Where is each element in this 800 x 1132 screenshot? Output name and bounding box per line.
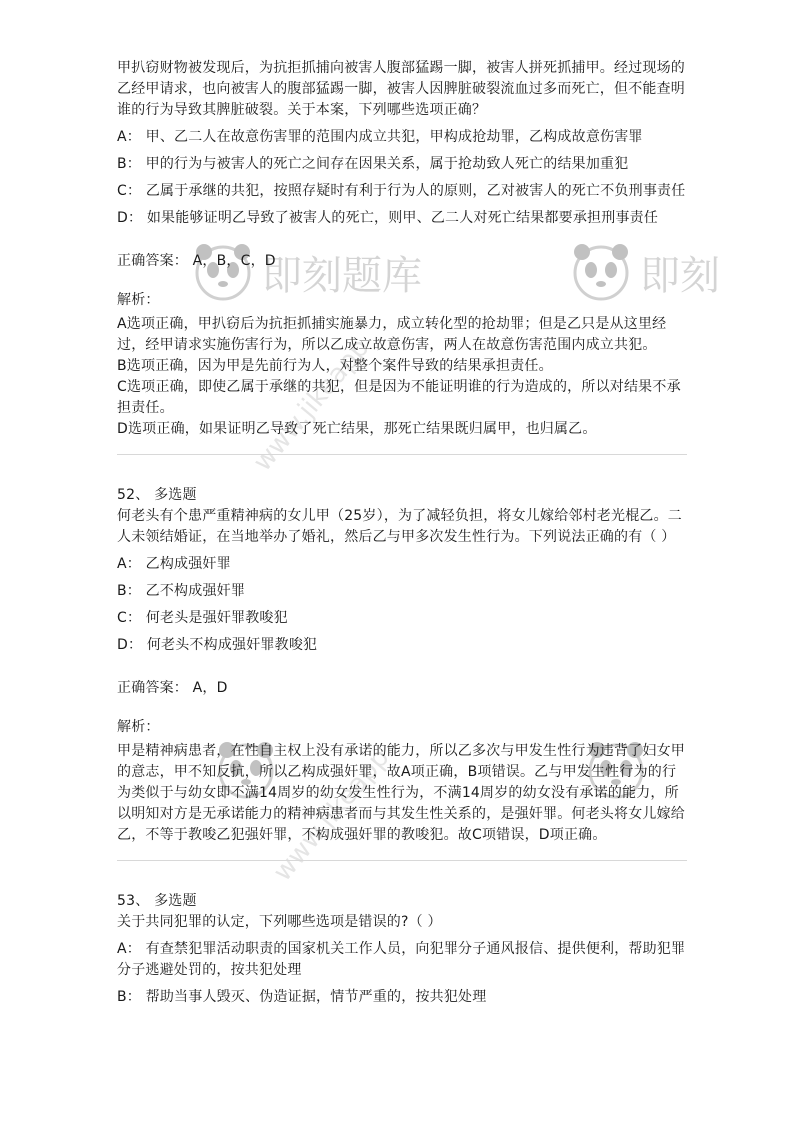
correct-answer: 正确答案： A，D bbox=[117, 680, 228, 696]
watermark-text-partial: 即刻 bbox=[640, 253, 720, 299]
watermark-url: www.jikeapp bbox=[247, 332, 376, 478]
question-53 bbox=[117, 891, 687, 1008]
option-a: A： 有查禁犯罪活动职责的国家机关工作人员，向犯罪分子通风报信、提供便利，帮助犯罪分子逃避处罚的，按共犯处理 bbox=[117, 941, 686, 978]
watermark-text: 即刻题库 bbox=[262, 253, 422, 299]
analysis-paragraph: A选项正确，甲扒窃后为抗拒抓捕实施暴力，成立转化型的抢劫罪；但是乙只是从这里经过，经甲请求实施伤害行为，所以乙成立故意伤害，两人在故意伤害范围内成立共犯。 bbox=[117, 316, 667, 353]
analysis-paragraph: D选项正确，如果证明乙导致了死亡结果，那死亡结果既归属甲，也归属乙。 bbox=[117, 421, 597, 437]
option-d: D： 何老头不构成强奸罪教唆犯 bbox=[117, 637, 318, 653]
analysis-block bbox=[117, 717, 687, 846]
analysis-paragraph: B选项正确，因为甲是先前行为人，对整个案件导致的结果承担责任。 bbox=[117, 358, 553, 374]
question-stem: 关于共同犯罪的认定，下列哪些选项是错误的?（ ） bbox=[117, 914, 442, 930]
analysis-title: 解析： bbox=[117, 719, 160, 735]
question-header: 52、 多选题 bbox=[117, 487, 197, 503]
question-52 bbox=[117, 485, 687, 846]
analysis-block bbox=[117, 290, 687, 440]
section-divider bbox=[117, 454, 687, 455]
option-d: D： 如果能够证明乙导致了被害人的死亡，则甲、乙二人对死亡结果都要承担刑事责任 bbox=[117, 210, 659, 226]
option-c: C： 何老头是强奸罪教唆犯 bbox=[117, 610, 288, 626]
section-divider bbox=[117, 860, 687, 861]
option-b: B： 乙不构成强奸罪 bbox=[117, 583, 246, 599]
document-page bbox=[117, 58, 687, 1014]
analysis-paragraph: C选项正确，即使乙属于承继的共犯，但是因为不能证明谁的行为造成的，所以对结果不承担责任。 bbox=[117, 379, 681, 416]
option-b: B： 帮助当事人毁灭、伪造证据，情节严重的，按共犯处理 bbox=[117, 989, 487, 1005]
question-51 bbox=[117, 58, 687, 440]
option-a: A： 甲、乙二人在故意伤害罪的范围内成立共犯，甲构成抢劫罪，乙构成故意伤害罪 bbox=[117, 129, 643, 145]
correct-answer: 正确答案： A，B，C，D bbox=[117, 253, 276, 269]
option-a: A： 乙构成强奸罪 bbox=[117, 556, 231, 572]
question-stem: 何老头有个患严重精神病的女儿甲（25岁），为了减轻负担，将女儿嫁给邻村老光棍乙。二人未领结婚证，在当地举办了婚礼，然后乙与甲多次发生性行为。下列说法正确的有（ ） bbox=[117, 508, 683, 545]
question-stem: 甲扒窃财物被发现后，为抗拒抓捕向被害人腹部猛踢一脚，被害人拼死抓捕甲。经过现场的乙经甲请求，也向被害人的腹部猛踢一脚，被害人因脾脏破裂流血过多而死亡，但不能查明谁的行为导致其脾脏破裂。关于本案，下列哪些选项正确？ bbox=[117, 60, 685, 118]
option-c: C： 乙属于承继的共犯，按照存疑时有利于行为人的原则，乙对被害人的死亡不负刑事责任 bbox=[117, 183, 686, 199]
analysis-title: 解析： bbox=[117, 292, 160, 308]
option-b: B： 甲的行为与被害人的死亡之间存在因果关系，属于抢劫致人死亡的结果加重犯 bbox=[117, 156, 629, 172]
analysis-paragraph: 甲是精神病患者，在性自主权上没有承诺的能力，所以乙多次与甲发生性行为违背了妇女甲的意志，甲不知反抗，所以乙构成强奸罪，故A项正确，B项错误。乙与甲发生性行为的行为类似于与幼女即不满14周岁的幼女发生性行为，不满14周岁的幼女没有承诺的能力，所以明知对方是无承诺能力的精神病患者而与其发生性关系的，是强奸罪。何老头将女儿嫁给乙，不等于教唆乙犯强奸罪，不构成强奸罪的教唆犯。故C项错误，D项正确。 bbox=[117, 743, 685, 843]
watermark-url: www.jikeapp bbox=[267, 742, 396, 888]
question-header: 53、 多选题 bbox=[117, 893, 197, 909]
